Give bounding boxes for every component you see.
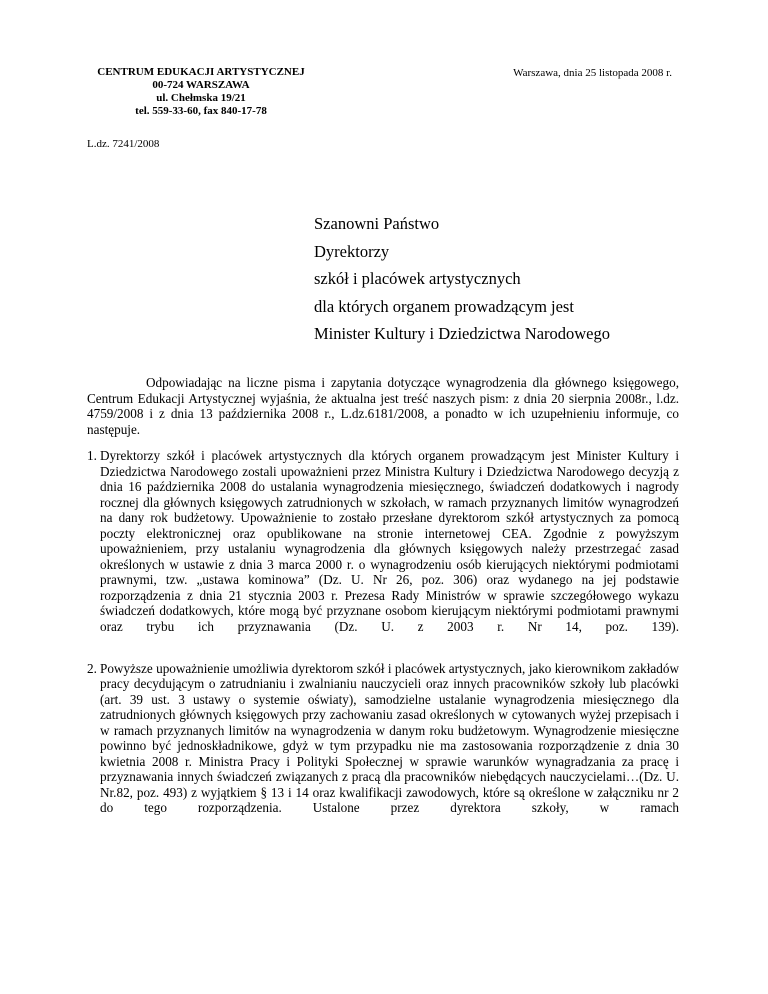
point-number: 1. <box>87 448 97 463</box>
sender-street: ul. Chełmska 19/21 <box>156 92 246 104</box>
addressee-line: Minister Kultury i Dziedzictwa Narodowego <box>314 324 611 343</box>
addressee-block <box>314 210 610 348</box>
point-text: Dyrektorzy szkół i placówek artystycznych dla których organem prowadzącym jest Minister Kultury i Dziedzictwa Narodowego zostali upoważnieni przez Ministra Kultury i Dziedzictwa Narodowego decyzją z dnia 16 października 2008 do ustalania wynagrodzenia miesięcznego, świadczeń dodatkowych i nagrody rocznej dla głównych księgowych zatrudnionych w szkołach, w ramach przyznanych limitów wynagrodzeń na dany rok budżetowy. Upoważnienie to zostało przesłane dyrektorom szkół artystycznych za pomocą poczty elektronicznej oraz opublikowane na stronie internetowej CEA. Zgodnie z powyższym upoważnieniem, przy ustalaniu wynagrodzenia dla głównych księgowych należy przestrzegać zasad określonych w ustawie z dnia 3 marca 2000 r. o wynagrodzeniu osób kierujących niektórymi podmiotami prawnymi, tzw. „ustawa kominowa” (Dz. U. Nr 26, poz. 306) oraz wydanego na jej podstawie rozporządzenia z dnia 21 stycznia 2003 r. Prezesa Rady Ministrów w sprawie szczegółowego wykazu świadczeń dodatkowych, które mogą być przyznane osobom kierującym niektórymi podmiotami prawnymi oraz trybu ich przyznawania (Dz. U. z 2003 r. Nr 14, poz. 139). <box>100 448 679 634</box>
sender-block <box>86 66 316 118</box>
addressee-line: szkół i placówek artystycznych <box>314 269 521 288</box>
intro-paragraph: Odpowiadając na liczne pisma i zapytania dotyczące wynagrodzenia dla głównego księgowego, Centrum Edukacji Artystycznej wyjaśnia, że aktualna jest treść naszych pism: z dnia 20 sierpnia 2008r., l.dz. 4759/2008 i z dnia 13 października 2008 r., L.dz.6181/2008, a ponadto w ich uzupełnieniu informuje, co następuje. <box>87 375 679 437</box>
numbered-point <box>87 661 679 832</box>
numbered-point <box>87 448 679 650</box>
addressee-line: dla których organem prowadzącym jest <box>314 296 574 316</box>
sender-postal-code: 00-724 WARSZAWA <box>152 79 250 91</box>
addressee-line: Dyrektorzy <box>314 241 390 261</box>
point-text: Powyższe upoważnienie umożliwia dyrektorom szkół i placówek artystycznych, jako kierownikom zakładów pracy decydującym o zatrudnianiu i zwalnianiu nauczycieli oraz innych pracowników szkoły lub placówki (art. 39 ust. 3 ustawy o systemie oświaty), samodzielne ustalanie wynagrodzenia miesięcznego dla zatrudnionych głównych księgowych przy zachowaniu zasad określonych w cytowanych wyżej przepisach i w ramach przyznanych limitów na wynagrodzenia w danym roku budżetowym. Wynagrodzenie miesięczne powinno być jednoskładnikowe, gdyż w tym przypadku nie ma zastosowania rozporządzenie z dnia 30 kwietnia 2008 r. Ministra Pracy i Polityki Społecznej w sprawie warunków wynagradzania za pracę i przyznawania innych świadczeń związanych z pracą dla pracowników niebędących nauczycielami…(Dz. U. Nr.82, poz. 493) z wyjątkiem § 13 i 14 oraz kwalifikacji zawodowych, które są określone w załączniku nr 2 do tego rozporządzenia. Ustalone przez dyrektora szkoły, w ramach <box>100 660 679 815</box>
letter-body <box>87 375 679 842</box>
addressee-line: Szanowni Państwo <box>314 214 440 233</box>
point-number: 2. <box>87 660 97 676</box>
place-date: Warszawa, dnia 25 listopada 2008 r. <box>513 67 672 79</box>
sender-phone-fax: tel. 559-33-60, fax 840-17-78 <box>135 105 267 117</box>
sender-institution: CENTRUM EDUKACJI ARTYSTYCZNEJ <box>97 66 305 78</box>
reference-number: L.dz. 7241/2008 <box>87 138 160 150</box>
